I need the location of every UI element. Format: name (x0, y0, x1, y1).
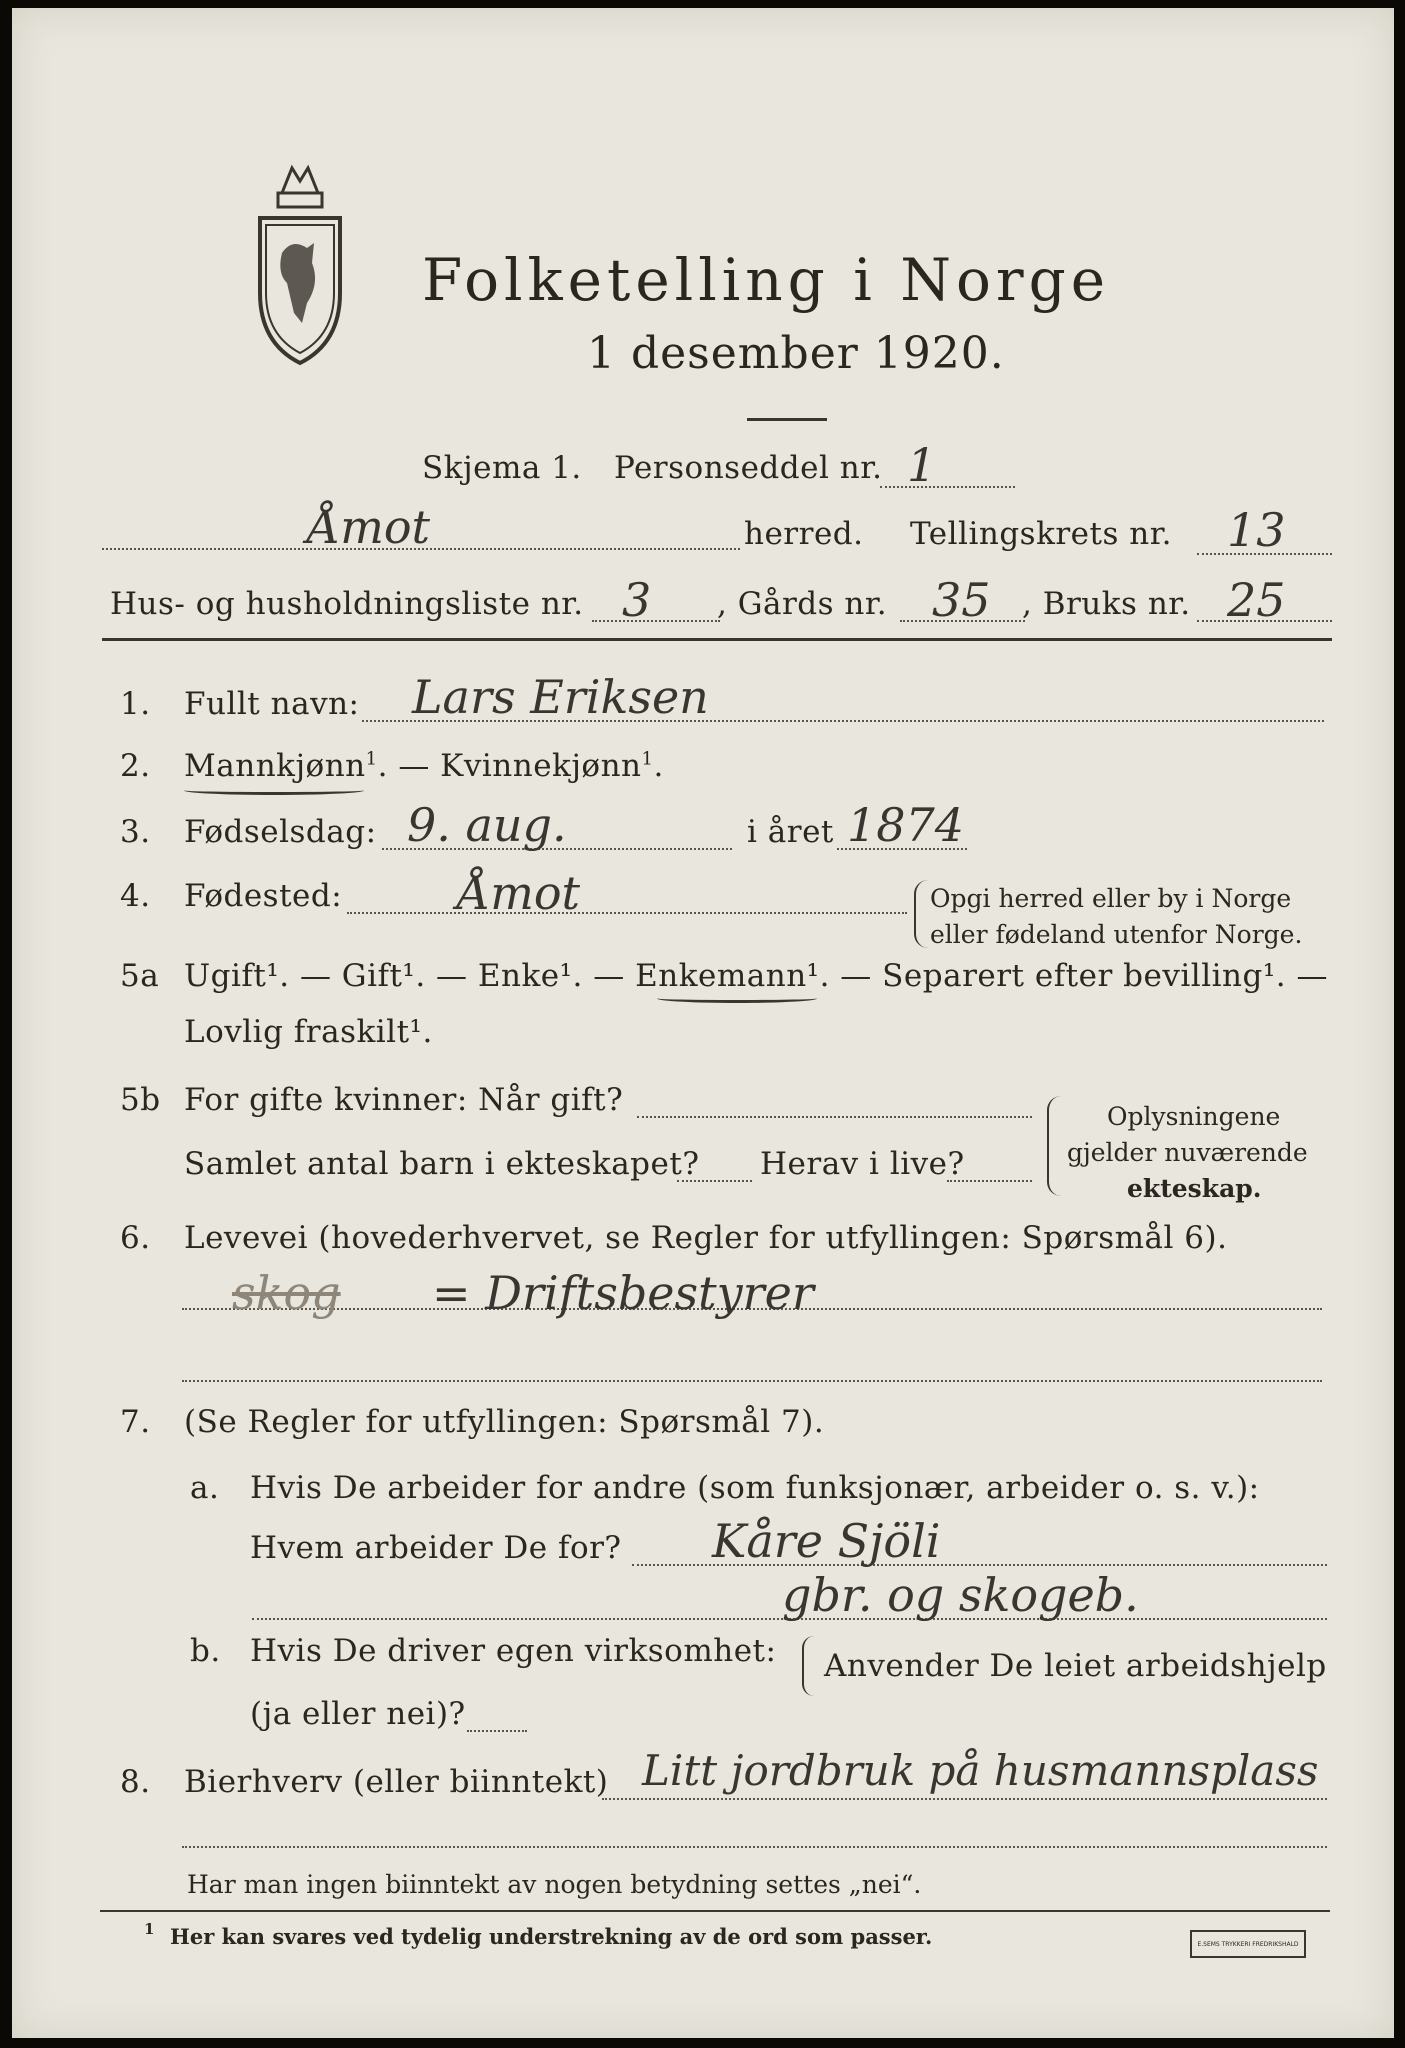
printer-stamp (1190, 1930, 1306, 1958)
q8-line2 (182, 1846, 1327, 1848)
q6-value-struck: skog (232, 1266, 341, 1320)
q5a-enkemann: Enkemann (635, 958, 807, 994)
q7a-value1: Kåre Sjöli (712, 1514, 941, 1568)
q6-label: Levevei (hovederhvervet, se Regler for utfyllingen: Spørsmål 6). (184, 1220, 1228, 1256)
q4-number: 4. (120, 878, 151, 914)
q5b-line2a: Samlet antal barn i ekteskapet? (184, 1146, 700, 1182)
q2-text (184, 748, 664, 784)
q8-value: Litt jordbruk på husmannsplass (642, 1746, 1319, 1795)
q5a-number: 5a (120, 958, 160, 994)
skjema-label: Skjema 1. (422, 450, 582, 486)
gards-value: 35 (932, 573, 991, 627)
q4-note-line2: eller fødeland utenfor Norge. (930, 920, 1303, 949)
q7b-brace (802, 1636, 814, 1696)
q5b-note2: gjelder nuværende (1067, 1138, 1308, 1167)
q7b-line2: (ja eller nei)? (250, 1696, 466, 1732)
q1-value: Lars Eriksen (412, 670, 709, 724)
herred-value: Åmot (307, 500, 431, 554)
q3-number: 3. (120, 814, 151, 850)
q2-mannkjonn-underline (184, 786, 364, 795)
title-divider (747, 418, 827, 421)
q2-sup2: 1 (641, 748, 654, 770)
q7a-value2: gbr. og skogeb. (782, 1568, 1139, 1622)
q3-year-label: i året (747, 814, 834, 850)
q5b-brace (1047, 1096, 1061, 1196)
q5a-line2: Lovlig fraskilt¹. (184, 1014, 433, 1050)
husliste-line (592, 620, 720, 622)
q2-end: . (653, 748, 664, 784)
q7b-line2-dots (467, 1730, 527, 1732)
q3-label: Fødselsdag: (184, 814, 377, 850)
form-date: 1 desember 1920. (587, 328, 1005, 379)
personseddel-label: Personseddel nr. (614, 450, 883, 486)
q4-label: Fødested: (184, 878, 343, 914)
q5b-line2b-dots (947, 1180, 1032, 1182)
census-form (12, 8, 1394, 2038)
q7b-letter: b. (190, 1633, 221, 1669)
herred-label: herred. (744, 516, 864, 552)
footnote: Her kan svares ved tydelig understrekning av de ord som passer. (170, 1924, 933, 1949)
q2-mannkjonn: Mannkjønn (184, 748, 366, 784)
q7-label: (Se Regler for utfyllingen: Spørsmål 7). (184, 1404, 825, 1440)
q7a-line1: Hvis De arbeider for andre (som funksjonær, arbeider o. s. v.): (250, 1470, 1260, 1506)
husliste-value: 3 (622, 573, 652, 627)
gards-label: , Gårds nr. (717, 586, 888, 622)
q3-value: 9. aug. (407, 798, 567, 852)
q7b-line1: Hvis De driver egen virksomhet: (250, 1633, 777, 1669)
q5a-part1: Ugift¹. — Gift¹. — Enke¹. — (184, 958, 625, 994)
q8-line (602, 1798, 1327, 1800)
q4-value: Åmot (457, 866, 581, 920)
q6-line2 (182, 1380, 1322, 1382)
q5a-text (184, 958, 1328, 994)
q7b-line1b: Anvender De leiet arbeidshjelp (824, 1648, 1327, 1684)
q7a-line2: Hvem arbeider De for? (250, 1530, 622, 1566)
q5b-line2b: Herav i live? (760, 1146, 965, 1182)
q5a-enkemann-underline (657, 994, 817, 1003)
q5b-note1: Oplysningene (1107, 1102, 1281, 1131)
q7-number: 7. (120, 1404, 151, 1440)
q5b-number: 5b (120, 1082, 161, 1118)
husliste-label: Hus- og husholdningsliste nr. (110, 586, 584, 622)
q4-line (347, 912, 907, 914)
q1-label: Fullt navn: (184, 686, 360, 722)
tellingskrets-label: Tellingskrets nr. (910, 516, 1172, 552)
q5b-note3: ekteskap. (1127, 1174, 1262, 1203)
footer-divider (100, 1910, 1330, 1912)
q5b-line2a-dots (677, 1180, 752, 1182)
q4-brace (914, 880, 928, 948)
header-divider (102, 638, 1332, 641)
q5b-line1-dots (637, 1116, 1032, 1118)
personseddel-line (880, 486, 1015, 488)
q6-value: = Driftsbestyrer (432, 1266, 814, 1320)
coat-of-arms-icon (252, 163, 347, 368)
q7a-letter: a. (190, 1470, 220, 1506)
tellingskrets-value: 13 (1227, 503, 1286, 557)
q5a-part2: ¹. — Separert efter bevilling¹. — (806, 958, 1328, 994)
printer-stamp-text: E.SEMS TRYKKERI FREDRIKSHALD (1197, 1940, 1299, 1948)
q8-label: Bierhverv (eller biinntekt) (184, 1764, 609, 1800)
q1-number: 1. (120, 686, 151, 722)
q2-rest: . — Kvinnekjønn (377, 748, 642, 784)
q3-year-value: 1874 (847, 798, 965, 852)
personseddel-value: 1 (907, 438, 937, 492)
form-title: Folketelling i Norge (422, 246, 1111, 314)
bruks-value: 25 (1227, 573, 1286, 627)
q4-note-line1: Opgi herred eller by i Norge (930, 884, 1292, 913)
q5b-line1: For gifte kvinner: Når gift? (184, 1082, 624, 1118)
footnote-mark: 1 (144, 1920, 155, 1938)
q8-number: 8. (120, 1764, 151, 1800)
q2-sup1: 1 (365, 748, 378, 770)
bruks-label: , Bruks nr. (1022, 586, 1191, 622)
q6-number: 6. (120, 1220, 151, 1256)
footer-note: Har man ingen biinntekt av nogen betydning settes „nei“. (187, 1870, 922, 1899)
q2-number: 2. (120, 748, 151, 784)
